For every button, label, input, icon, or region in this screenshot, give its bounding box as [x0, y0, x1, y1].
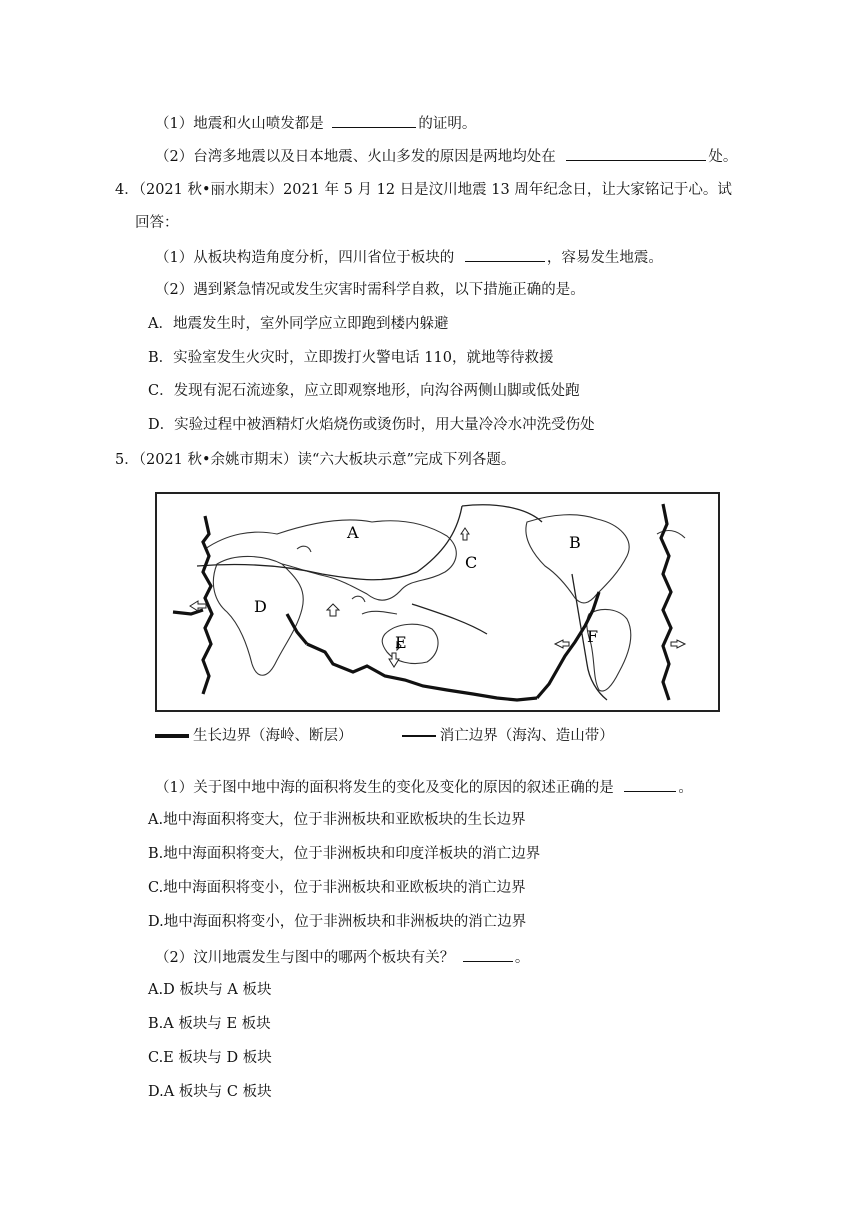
q4-header-text: （2021 秋•丽水期末）2021 年 5 月 12 日是汶川地震 13 周年纪念日，让大家铭记于心。试: [138, 182, 732, 198]
answer-blank[interactable]: [566, 145, 706, 161]
plate-label-e: E: [395, 633, 407, 652]
q3-sub2: [155, 145, 737, 167]
q4-option-d: D．实验过程中被酒精灯火焰烧伤或烫伤时，用大量冷冷水冲洗受伤处: [148, 417, 595, 433]
q5-sub2-option-d: D.A 板块与 C 板块: [148, 1084, 272, 1100]
answer-blank[interactable]: [332, 112, 416, 128]
legend-consume-label: 消亡边界（海沟、造山带）: [439, 728, 614, 744]
map-legend: [155, 726, 614, 746]
q5-sub2-text-end: 。: [514, 950, 530, 966]
q3-sub1-text: （1）地震和火山喷发都是: [155, 116, 324, 132]
q3-sub1-text-end: 的证明。: [418, 116, 477, 132]
q4-header-line2: 回答：: [135, 215, 179, 231]
plate-label-d: D: [254, 597, 267, 616]
plate-label-a: A: [347, 523, 359, 542]
q5-sub1-option-d: D.地中海面积将变小，位于非洲板块和非洲板块的消亡边界: [148, 914, 527, 930]
q4-header: [115, 180, 732, 200]
answer-blank[interactable]: [624, 776, 676, 792]
q4-option-a: A．地震发生时，室外同学应立即跑到楼内躲避: [148, 316, 449, 332]
q4-sub2: （2）遇到紧急情况或发生灾害时需科学自救，以下措施正确的是。: [155, 282, 585, 298]
growth-boundaries: [173, 504, 671, 700]
q5-header-text: （2021 秋•余姚市期末）读“六大板块示意”完成下列各题。: [138, 452, 516, 468]
q5-sub2: [155, 946, 529, 968]
q3-sub2-text-end: 处。: [708, 149, 738, 165]
legend-growth-swatch: [155, 734, 189, 738]
q3-sub1: [155, 112, 476, 134]
answer-blank[interactable]: [465, 246, 545, 262]
q5-sub1-option-a: A.地中海面积将变大，位于非洲板块和亚欧板块的生长边界: [148, 812, 526, 828]
q5-sub2-option-b: B.A 板块与 E 板块: [148, 1016, 271, 1032]
q4-option-c: C．发现有泥石流迹象，应立即观察地形，向沟谷两侧山脚或低处跑: [148, 383, 580, 399]
q5-sub1-text: （1）关于图中地中海的面积将发生的变化及变化的原因的叙述正确的是: [155, 780, 614, 796]
plate-label-f: F: [587, 627, 599, 646]
plate-label-b: B: [569, 533, 581, 552]
q5-sub2-option-c: C.E 板块与 D 板块: [148, 1050, 272, 1066]
q4-sub1-text-end: ，容易发生地震。: [546, 250, 663, 266]
q5-sub2-text: （2）汶川地震发生与图中的哪两个板块有关？: [155, 950, 455, 966]
q5-header: [115, 450, 515, 470]
question-number: 5．: [115, 452, 139, 468]
q5-sub2-option-a: A.D 板块与 A 板块: [148, 982, 272, 998]
q5-sub1-text-end: 。: [678, 780, 693, 796]
q5-sub1-option-b: B.地中海面积将变大，位于非洲板块和印度洋板块的消亡边界: [148, 846, 541, 862]
q4-sub1-text: （1）从板块构造角度分析，四川省位于板块的: [155, 250, 455, 266]
q3-sub2-text: （2）台湾多地震以及日本地震、火山多发的原因是两地均处在: [155, 149, 556, 165]
coastlines: [205, 515, 685, 691]
q5-sub1-option-c: C.地中海面积将变小，位于非洲板块和亚欧板块的消亡边界: [148, 880, 526, 896]
legend-growth-label: 生长边界（海岭、断层）: [193, 728, 353, 744]
answer-blank[interactable]: [463, 946, 513, 962]
plate-map-svg: [157, 494, 718, 710]
q5-sub1: [155, 776, 693, 798]
q4-option-b: B．实验室发生火灾时，立即拨打火警电话 110，就地等待救援: [148, 350, 554, 366]
legend-consume-swatch: [402, 735, 436, 737]
question-number: 4．: [115, 182, 139, 198]
q4-sub1: [155, 246, 663, 268]
plate-label-c: C: [465, 553, 478, 572]
plate-map: [155, 492, 720, 712]
